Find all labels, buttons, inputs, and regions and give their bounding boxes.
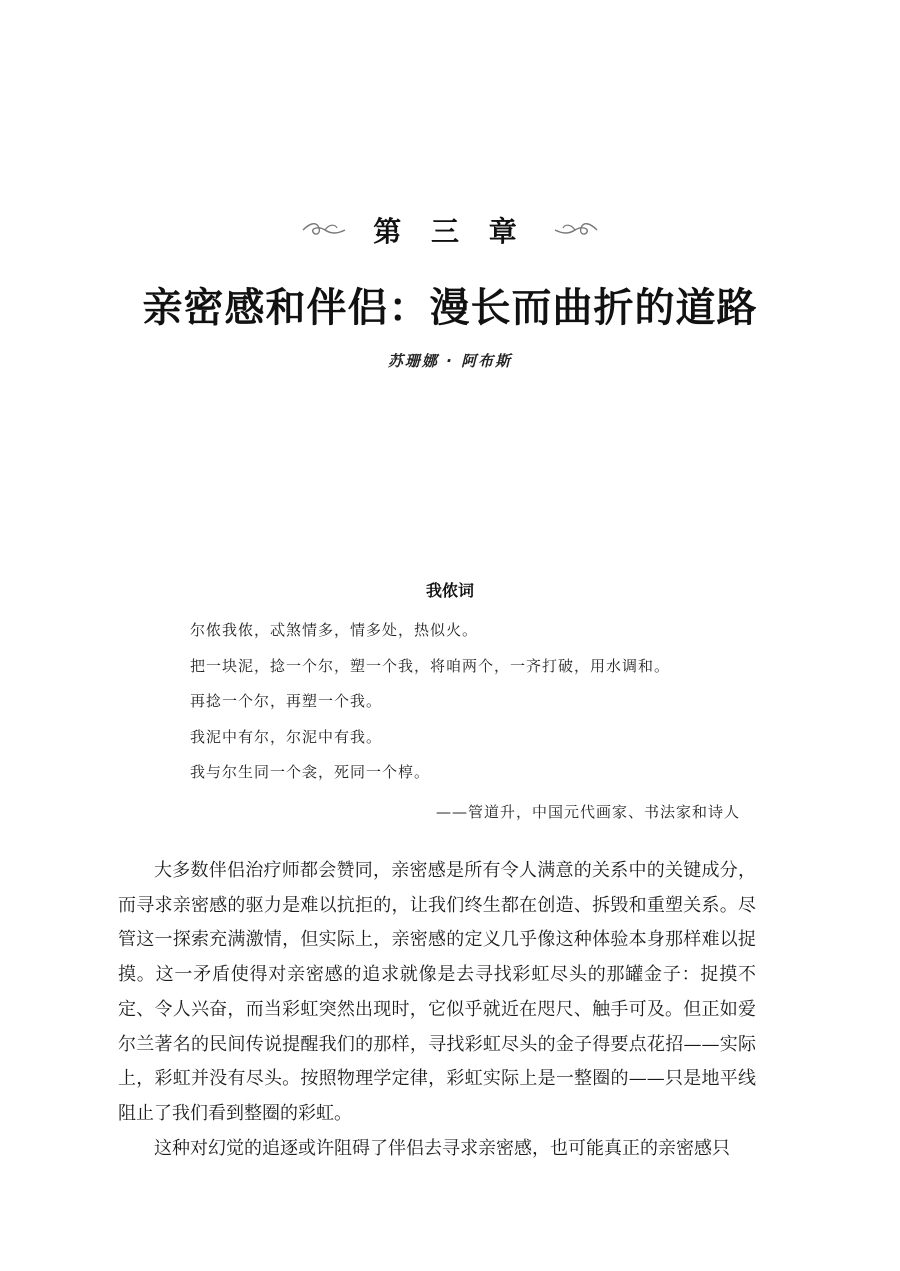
body-paragraph: 这种对幻觉的追逐或许阻碍了伴侣去寻求亲密感，也可能真正的亲密感只 xyxy=(154,1137,730,1159)
poem-line: 我与尔生同一个衾，死同一个椁。 xyxy=(190,763,431,781)
poem-line: 把一块泥，捻一个尔，塑一个我，将咱两个，一齐打破，用水调和。 xyxy=(190,656,671,675)
poem-block xyxy=(190,620,750,798)
chapter-author: 苏珊娜 · 阿布斯 xyxy=(387,352,513,370)
right-flourish-ornament-icon xyxy=(553,220,599,240)
poem-title: 我侬词 xyxy=(425,581,474,600)
left-flourish-ornament-icon xyxy=(301,220,347,240)
chapter-number: 第 三 章 xyxy=(373,215,527,248)
poem-line: 尔侬我侬，忒煞情多，情多处，热似火。 xyxy=(190,621,479,639)
poem-line: 再捻一个尔，再塑一个我。 xyxy=(190,692,383,710)
body-text xyxy=(118,854,756,1166)
poem-attribution: ——管道升，中国元代画家、书法家和诗人 xyxy=(435,803,740,821)
body-paragraph: 大多数伴侣治疗师都会赞同，亲密感是所有令人满意的关系中的关键成分，而寻求亲密感的驱力是难以抗拒的，让我们终生都在创造、拆毁和重塑关系。尽管这一探索充满激情，但实际上，亲密感的定义几乎像这种体验本身那样难以捉摸。这一矛盾使得对亲密感的追求就像是去寻找彩虹尽头的那罐金子：捉摸不定、令人兴奋，而当彩虹突然出现时，它似乎就近在咫尺、触手可及。但正如爱尔兰著名的民间传说提醒我们的那样，寻找彩虹尽头的金子得要点花招——实际上，彩虹并没有尽头。按照物理学定律，彩虹实际上是一整圈的——只是地平线阻止了我们看到整圈的彩虹。 xyxy=(118,860,756,1124)
chapter-title: 亲密感和伴侣：漫长而曲折的道路 xyxy=(142,284,758,331)
poem-line: 我泥中有尔，尔泥中有我。 xyxy=(190,727,383,746)
chapter-heading xyxy=(0,210,900,250)
